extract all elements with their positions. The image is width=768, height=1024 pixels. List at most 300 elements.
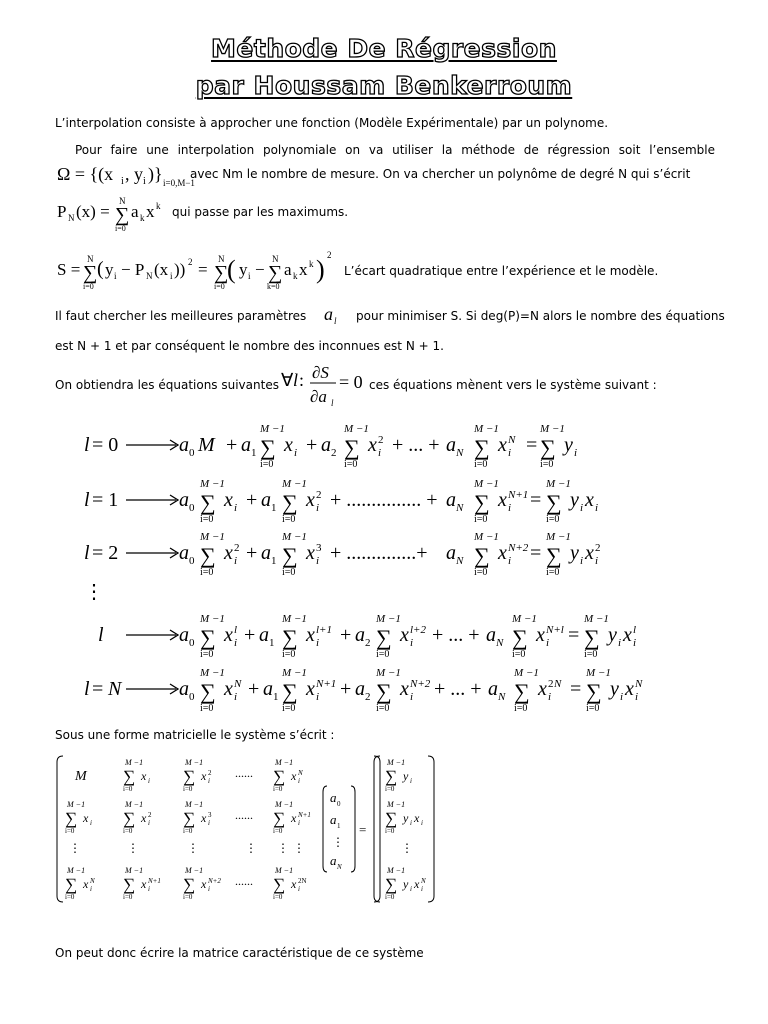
svg-text:= 0: = 0 <box>92 434 119 456</box>
svg-text:x: x <box>400 624 409 646</box>
svg-text:y: y <box>570 542 579 564</box>
svg-text:∑: ∑ <box>385 767 398 786</box>
svg-text:1: 1 <box>337 822 341 830</box>
svg-text:i: i <box>208 777 210 785</box>
svg-text:a: a <box>330 790 337 805</box>
svg-text:1: 1 <box>269 637 275 649</box>
coefficient-vector <box>323 786 355 872</box>
svg-text:a: a <box>284 260 292 279</box>
svg-text:∑: ∑ <box>474 490 490 515</box>
svg-text:∑: ∑ <box>183 809 196 828</box>
svg-text:y: y <box>610 678 619 700</box>
svg-text:i=0: i=0 <box>282 649 296 660</box>
svg-text:i=0: i=0 <box>474 459 488 470</box>
svg-text:0: 0 <box>189 691 195 703</box>
svg-text:x: x <box>306 624 315 646</box>
svg-text:∑: ∑ <box>282 490 298 515</box>
svg-text:x: x <box>536 624 545 646</box>
svg-text:N+l: N+l <box>546 624 564 636</box>
svg-text:i=0: i=0 <box>385 827 395 835</box>
equation-row-l <box>98 613 636 660</box>
svg-text:N: N <box>456 502 464 514</box>
svg-text:i: i <box>90 819 92 827</box>
svg-text:a: a <box>179 542 189 564</box>
svg-text:∑: ∑ <box>65 875 78 894</box>
svg-text:2: 2 <box>234 542 240 554</box>
matrix-cells <box>65 758 311 901</box>
svg-text:+: + <box>340 678 352 700</box>
svg-text:i=0: i=0 <box>273 827 283 835</box>
svg-text:i: i <box>316 691 320 703</box>
svg-text:∑: ∑ <box>83 262 98 284</box>
svg-text:a: a <box>446 542 456 564</box>
svg-text:i: i <box>580 555 584 567</box>
svg-text:=: = <box>526 434 538 456</box>
svg-text:⋮: ⋮ <box>293 841 305 855</box>
svg-text:M −1: M −1 <box>282 531 307 543</box>
svg-text:1: 1 <box>271 502 277 514</box>
svg-text:N: N <box>421 877 426 885</box>
svg-text:(x: (x <box>154 260 169 279</box>
paragraph-matrix-form: Sous une forme matricielle le système s’écrit : <box>55 728 335 742</box>
svg-text:i=0: i=0 <box>273 893 283 901</box>
svg-text:i=0: i=0 <box>385 893 395 901</box>
svg-text:i: i <box>234 502 238 514</box>
svg-text:i: i <box>316 637 320 649</box>
svg-text:N: N <box>108 678 122 700</box>
svg-text:l+2: l+2 <box>410 624 426 636</box>
svg-text:i: i <box>298 777 300 785</box>
svg-text:M −1: M −1 <box>185 758 204 767</box>
svg-text:N: N <box>119 196 126 206</box>
svg-text:x: x <box>299 260 308 279</box>
svg-text:a: a <box>330 812 337 827</box>
svg-text:i: i <box>508 555 512 567</box>
svg-text:∑: ∑ <box>282 625 298 650</box>
svg-text:N: N <box>90 877 95 885</box>
svg-text:i=0: i=0 <box>474 514 488 525</box>
svg-text:M −1: M −1 <box>200 478 225 490</box>
svg-text:∑: ∑ <box>376 679 392 704</box>
svg-text:=: = <box>359 822 367 837</box>
svg-text:l: l <box>334 316 337 326</box>
svg-text:l: l <box>84 678 90 700</box>
svg-text:k: k <box>156 201 161 211</box>
svg-text:∑: ∑ <box>214 262 229 284</box>
svg-text:i=0: i=0 <box>200 703 214 714</box>
svg-text:∀: ∀ <box>281 370 294 390</box>
svg-text:2: 2 <box>148 811 152 819</box>
svg-text:2: 2 <box>595 542 601 554</box>
svg-text:N+2: N+2 <box>508 542 529 554</box>
svg-text:⋮: ⋮ <box>127 841 139 855</box>
paragraph-characteristic-matrix: On peut donc écrire la matrice caractéristique de ce système <box>55 946 424 960</box>
svg-text:i: i <box>234 691 238 703</box>
svg-text:M −1: M −1 <box>387 758 406 767</box>
svg-text:= 1: = 1 <box>92 489 119 511</box>
svg-text:i: i <box>114 271 117 281</box>
svg-text:i: i <box>378 447 382 459</box>
svg-text:l: l <box>98 624 104 646</box>
svg-text:x: x <box>141 877 147 891</box>
svg-text:a: a <box>241 434 251 456</box>
svg-text:i=0: i=0 <box>546 567 560 578</box>
svg-text:+: + <box>246 542 258 564</box>
svg-text:∂S: ∂S <box>312 363 329 382</box>
svg-text:⋮: ⋮ <box>69 841 81 855</box>
svg-text:2: 2 <box>548 678 554 690</box>
svg-text:a: a <box>179 678 189 700</box>
svg-text:): ) <box>316 255 325 284</box>
svg-text:M −1: M −1 <box>387 800 406 809</box>
svg-text:i=0: i=0 <box>586 703 600 714</box>
svg-text:∑: ∑ <box>200 490 216 515</box>
svg-text:y: y <box>403 877 409 891</box>
svg-text:+ ... +: + ... + <box>434 678 482 700</box>
paragraph-polynomial: avec Nm le nombre de mesure. On va chercher un polynôme de degré N qui s’écrit <box>190 167 691 181</box>
svg-text:=: = <box>570 678 582 700</box>
paragraph-equations-b: ces équations mènent vers le système suivant : <box>369 378 657 392</box>
svg-text:N: N <box>337 863 342 871</box>
svg-text:∂a: ∂a <box>310 387 327 406</box>
svg-text:∑: ∑ <box>183 875 196 894</box>
svg-text:N: N <box>298 769 303 777</box>
svg-text:N+1: N+1 <box>316 678 337 690</box>
svg-text:M −1: M −1 <box>387 866 406 875</box>
svg-text:M −1: M −1 <box>540 423 565 435</box>
svg-text:a: a <box>355 678 365 700</box>
equation-system <box>84 418 704 718</box>
svg-text:∑: ∑ <box>123 767 136 786</box>
svg-text:0: 0 <box>189 637 195 649</box>
svg-text:∑: ∑ <box>546 543 562 568</box>
svg-text:x: x <box>368 434 377 456</box>
svg-text:......: ...... <box>235 874 253 888</box>
svg-text:M −1: M −1 <box>125 800 144 809</box>
svg-text:i=0: i=0 <box>540 459 554 470</box>
svg-text:+: + <box>226 434 238 456</box>
svg-text:∑: ∑ <box>546 490 562 515</box>
svg-text:⋮: ⋮ <box>401 841 413 855</box>
svg-text:k: k <box>309 259 314 269</box>
svg-text:a: a <box>330 853 337 868</box>
svg-text:......: ...... <box>235 766 253 780</box>
paragraph-parameters-a: Il faut chercher les meilleures paramètres <box>55 309 307 323</box>
svg-text:x: x <box>414 877 420 891</box>
svg-text:M −1: M −1 <box>514 667 539 679</box>
svg-text:i: i <box>574 447 578 459</box>
svg-text:∑: ∑ <box>200 543 216 568</box>
svg-text:k=0: k=0 <box>267 282 280 291</box>
svg-text:x: x <box>400 678 409 700</box>
svg-text:k: k <box>293 271 298 281</box>
svg-text:i: i <box>635 691 639 703</box>
svg-text:+ ..............+: + ..............+ <box>330 542 428 564</box>
svg-text:a: a <box>131 202 139 221</box>
paragraph-unknowns: est N + 1 et par conséquent le nombre des inconnues est N + 1. <box>55 339 444 353</box>
svg-text:y: y <box>239 260 248 279</box>
svg-text:N: N <box>146 271 153 281</box>
svg-text:i: i <box>546 637 550 649</box>
svg-text:∑: ∑ <box>273 875 286 894</box>
svg-text:i: i <box>298 819 300 827</box>
svg-text:i: i <box>316 502 320 514</box>
svg-text:l: l <box>331 398 334 408</box>
svg-text:+: + <box>246 489 258 511</box>
svg-text:a: a <box>321 434 331 456</box>
omega-set-formula <box>55 160 195 192</box>
svg-text:i: i <box>248 271 251 281</box>
svg-text:2: 2 <box>208 769 212 777</box>
svg-text:N: N <box>456 555 464 567</box>
svg-text:i=0: i=0 <box>115 224 126 233</box>
svg-text:⋮: ⋮ <box>277 841 289 855</box>
svg-text:i: i <box>633 637 637 649</box>
svg-text:∑: ∑ <box>123 875 136 894</box>
svg-text:a: a <box>446 489 456 511</box>
svg-text:)): )) <box>174 260 186 279</box>
svg-text:0: 0 <box>189 555 195 567</box>
svg-text:∑: ∑ <box>514 679 530 704</box>
svg-text:i: i <box>148 819 150 827</box>
svg-text:M −1: M −1 <box>200 667 225 679</box>
svg-text:0: 0 <box>189 447 195 459</box>
svg-text:2: 2 <box>365 637 371 649</box>
svg-text:y: y <box>608 624 617 646</box>
svg-text:2: 2 <box>331 447 337 459</box>
svg-text:i: i <box>410 637 414 649</box>
svg-text:N+1: N+1 <box>508 489 529 501</box>
svg-text:i=0: i=0 <box>183 893 193 901</box>
svg-text:i=0: i=0 <box>83 282 94 291</box>
svg-text:i=0,M−1: i=0,M−1 <box>163 178 195 188</box>
svg-text:∑: ∑ <box>540 435 556 460</box>
svg-text:1: 1 <box>273 691 279 703</box>
svg-text:i: i <box>121 176 124 187</box>
svg-text:M −1: M −1 <box>275 800 294 809</box>
svg-text:i: i <box>298 885 300 893</box>
param-a-l-symbol <box>322 302 348 330</box>
svg-text:i: i <box>90 885 92 893</box>
svg-text:i: i <box>170 271 173 281</box>
svg-text:x: x <box>306 489 315 511</box>
svg-text:2: 2 <box>316 489 322 501</box>
svg-text:i=0: i=0 <box>584 649 598 660</box>
svg-text:x: x <box>146 202 155 221</box>
svg-text:∑: ∑ <box>65 809 78 828</box>
svg-text:N+1: N+1 <box>148 877 161 885</box>
svg-text:x: x <box>306 678 315 700</box>
svg-text:=: = <box>530 489 542 511</box>
svg-text:x: x <box>224 489 233 511</box>
svg-text:(x) =: (x) = <box>76 202 110 221</box>
svg-text::: : <box>299 370 305 390</box>
svg-text:1: 1 <box>251 447 257 459</box>
svg-text:i: i <box>508 502 512 514</box>
svg-text:= 2: = 2 <box>92 542 119 564</box>
svg-text:i=0: i=0 <box>273 785 283 793</box>
svg-text:l+1: l+1 <box>316 624 332 636</box>
svg-text:M: M <box>198 434 215 456</box>
svg-text:M −1: M −1 <box>67 800 86 809</box>
svg-text:M −1: M −1 <box>546 531 571 543</box>
svg-text:x: x <box>306 542 315 564</box>
equation-row-l2 <box>84 531 601 578</box>
svg-text:i: i <box>595 502 599 514</box>
svg-text:Ω = {(x: Ω = {(x <box>57 164 114 184</box>
svg-text:i=0: i=0 <box>512 649 526 660</box>
svg-text:x: x <box>498 542 507 564</box>
svg-text:y: y <box>105 260 114 279</box>
svg-text:⋮: ⋮ <box>245 841 257 855</box>
svg-text:M −1: M −1 <box>474 423 499 435</box>
svg-text:N+1: N+1 <box>298 811 311 819</box>
partial-derivative-formula <box>279 360 369 410</box>
svg-text:3: 3 <box>208 811 212 819</box>
svg-text:M −1: M −1 <box>282 478 307 490</box>
svg-text:x: x <box>538 678 547 700</box>
svg-text:(: ( <box>97 258 104 280</box>
svg-text:i: i <box>148 885 150 893</box>
svg-text:N: N <box>87 254 94 264</box>
svg-text:N+2: N+2 <box>208 877 221 885</box>
svg-text:)}: )} <box>148 164 163 184</box>
svg-text:M −1: M −1 <box>275 758 294 767</box>
svg-text:M −1: M −1 <box>282 667 307 679</box>
svg-text:x: x <box>284 434 293 456</box>
svg-text:i=0: i=0 <box>65 893 75 901</box>
svg-text:i: i <box>208 819 210 827</box>
svg-text:∑: ∑ <box>385 875 398 894</box>
svg-text:1: 1 <box>271 555 277 567</box>
svg-text:x: x <box>291 769 297 783</box>
svg-text:N: N <box>272 254 279 264</box>
svg-text:∑: ∑ <box>376 625 392 650</box>
svg-text:i=0: i=0 <box>282 703 296 714</box>
svg-text:i=0: i=0 <box>123 785 133 793</box>
svg-text:∑: ∑ <box>268 262 283 284</box>
paragraph-parameters-b: pour minimiser S. Si deg(P)=N alors le nombre des équations <box>356 309 725 323</box>
svg-text:x: x <box>141 769 147 783</box>
svg-text:i=0: i=0 <box>200 567 214 578</box>
svg-text:i: i <box>410 691 414 703</box>
svg-text:∑: ∑ <box>385 809 398 828</box>
svg-text:l: l <box>234 624 238 636</box>
svg-text:x: x <box>201 769 207 783</box>
svg-text:l: l <box>84 542 90 564</box>
svg-text:i: i <box>208 885 210 893</box>
svg-text:2: 2 <box>378 434 384 446</box>
svg-text:x: x <box>201 877 207 891</box>
svg-text:N: N <box>508 434 516 446</box>
rhs-vector <box>374 756 434 902</box>
svg-text:+ ... +: + ... + <box>432 624 480 646</box>
svg-text:y: y <box>570 489 579 511</box>
svg-text:i=0: i=0 <box>260 459 274 470</box>
svg-text:l: l <box>84 489 90 511</box>
polynomial-formula <box>55 193 175 235</box>
svg-text:S =: S = <box>57 260 81 279</box>
svg-text:a: a <box>324 304 333 324</box>
svg-text:0: 0 <box>189 502 195 514</box>
svg-text:M −1: M −1 <box>546 478 571 490</box>
svg-text:a: a <box>355 624 365 646</box>
svg-text:a: a <box>446 434 456 456</box>
svg-text:i=0: i=0 <box>344 459 358 470</box>
svg-text:+ ... +: + ... + <box>392 434 440 456</box>
svg-text:a: a <box>179 489 189 511</box>
svg-text:i: i <box>548 691 552 703</box>
svg-text:∑: ∑ <box>273 767 286 786</box>
svg-text:N+2: N+2 <box>410 678 431 690</box>
svg-text:i=0: i=0 <box>200 649 214 660</box>
svg-text:=: = <box>198 260 208 279</box>
svg-text:∑: ∑ <box>260 435 276 460</box>
svg-text:i=0: i=0 <box>183 785 193 793</box>
svg-text:l: l <box>84 434 90 456</box>
svg-text:i=0: i=0 <box>183 827 193 835</box>
svg-text:M −1: M −1 <box>512 613 537 625</box>
svg-text:a: a <box>261 489 271 511</box>
svg-text:M −1: M −1 <box>474 478 499 490</box>
svg-text:i: i <box>148 777 150 785</box>
svg-text:x: x <box>585 489 594 511</box>
svg-text:P: P <box>57 202 67 221</box>
svg-text:+: + <box>306 434 318 456</box>
svg-text:N: N <box>218 254 225 264</box>
svg-text:2: 2 <box>188 257 193 267</box>
paragraph-equations-a: On obtiendra les équations suivantes <box>55 378 279 392</box>
svg-text:i: i <box>421 885 423 893</box>
svg-text:i: i <box>294 447 298 459</box>
svg-text:x: x <box>83 877 89 891</box>
svg-text:M −1: M −1 <box>125 866 144 875</box>
svg-text:i=0: i=0 <box>514 703 528 714</box>
equation-row-l1 <box>84 478 598 525</box>
equation-row-l0 <box>84 423 577 470</box>
svg-text:+: + <box>340 624 352 646</box>
matrix-equation <box>55 752 445 910</box>
svg-text:i=0: i=0 <box>123 893 133 901</box>
svg-text:x: x <box>498 434 507 456</box>
svg-text:(: ( <box>227 255 236 284</box>
svg-text:, y: , y <box>125 164 143 184</box>
svg-text:x: x <box>291 811 297 825</box>
svg-text:∑: ∑ <box>586 679 602 704</box>
svg-text:x: x <box>498 489 507 511</box>
svg-text:i: i <box>595 555 599 567</box>
svg-text:k: k <box>140 213 145 223</box>
svg-text:i=0: i=0 <box>282 567 296 578</box>
svg-text:M −1: M −1 <box>586 667 611 679</box>
svg-text:i=0: i=0 <box>474 567 488 578</box>
svg-text:M −1: M −1 <box>474 531 499 543</box>
squared-error-formula <box>55 244 345 294</box>
svg-text:⋮: ⋮ <box>84 581 104 603</box>
svg-text:N: N <box>234 678 242 690</box>
svg-text:x: x <box>224 624 233 646</box>
svg-text:∑: ∑ <box>474 435 490 460</box>
svg-text:2: 2 <box>365 691 371 703</box>
svg-text:∑: ∑ <box>123 809 136 828</box>
svg-text:∑: ∑ <box>200 625 216 650</box>
svg-text:M −1: M −1 <box>200 531 225 543</box>
svg-text:0: 0 <box>337 800 341 808</box>
svg-text:x: x <box>224 542 233 564</box>
svg-text:N: N <box>498 691 506 703</box>
svg-text:N: N <box>496 637 504 649</box>
svg-text:i=0: i=0 <box>376 703 390 714</box>
